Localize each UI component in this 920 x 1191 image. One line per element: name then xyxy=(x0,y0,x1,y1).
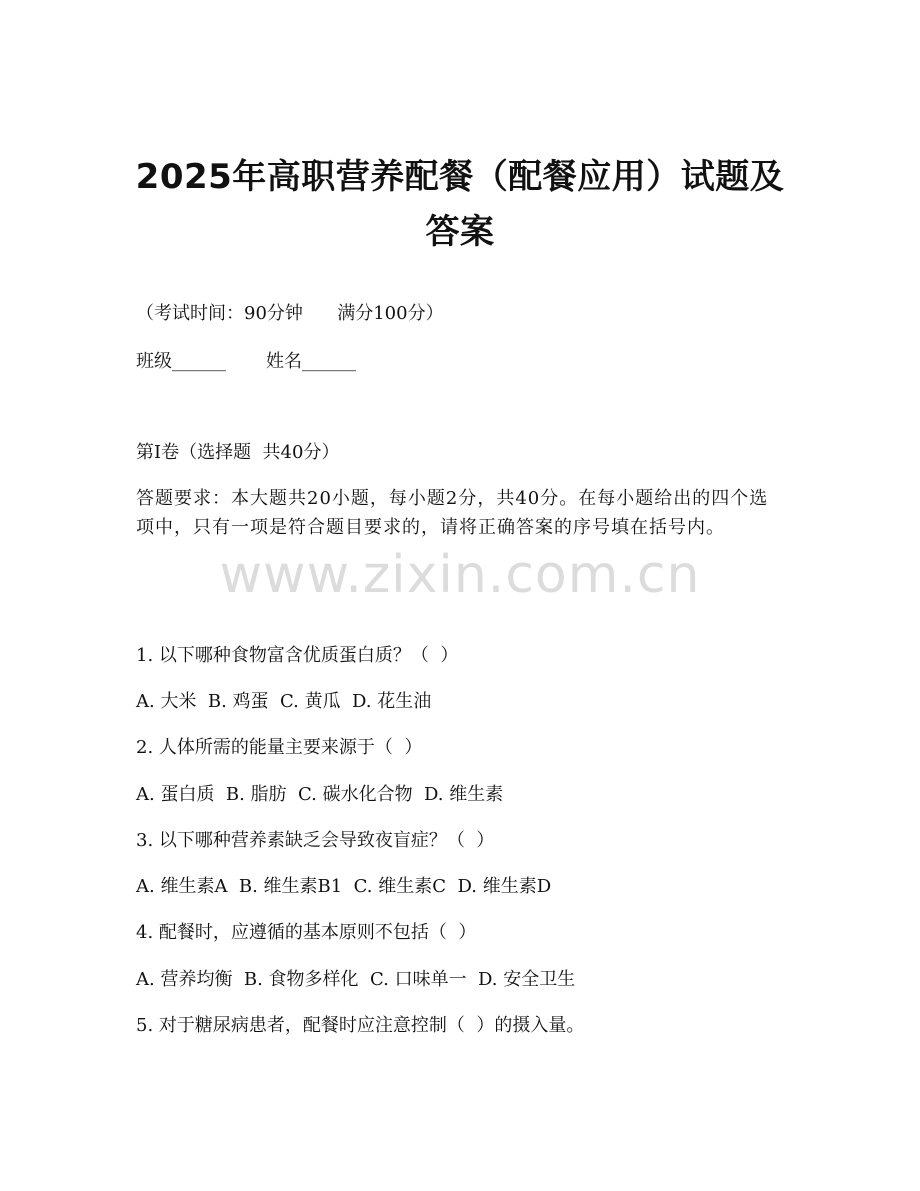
question-stem: 3. 以下哪种营养素缺乏会导致夜盲症？（ ） xyxy=(136,830,495,851)
class-name-fields: 班级______ 姓名______ xyxy=(136,351,357,372)
question-options: A. 营养均衡 B. 食物多样化 C. 口味单一 D. 安全卫生 xyxy=(136,969,576,990)
section-heading: 第Ⅰ卷（选择题 共40分） xyxy=(136,442,340,463)
question-options: A. 大米 B. 鸡蛋 C. 黄瓜 D. 花生油 xyxy=(136,691,432,712)
instructions-paragraph: 答题要求：本大题共20小题，每小题2分，共40分。在每小题给出的四个选项中，只有一项是符合题目要求的，请将正确答案的序号填在括号内。 xyxy=(136,488,769,538)
question-options: A. 蛋白质 B. 脂肪 C. 碳水化合物 D. 维生素 xyxy=(136,784,504,805)
question-stem: 4. 配餐时，应遵循的基本原则不包括（ ） xyxy=(136,922,477,943)
document-title: 2025年高职营养配餐（配餐应用）试题及答案 xyxy=(135,157,785,252)
question-stem: 5. 对于糖尿病患者，配餐时应注意控制（ ）的摄入量。 xyxy=(136,1015,585,1036)
question-options: A. 维生素A B. 维生素B1 C. 维生素C D. 维生素D xyxy=(136,876,552,897)
question-stem: 1. 以下哪种食物富含优质蛋白质？（ ） xyxy=(136,645,459,666)
watermark: www.zixin.com.cn xyxy=(219,545,701,605)
exam-info: （考试时间：90分钟 满分100分） xyxy=(136,303,444,324)
question-stem: 2. 人体所需的能量主要来源于（ ） xyxy=(136,737,423,758)
